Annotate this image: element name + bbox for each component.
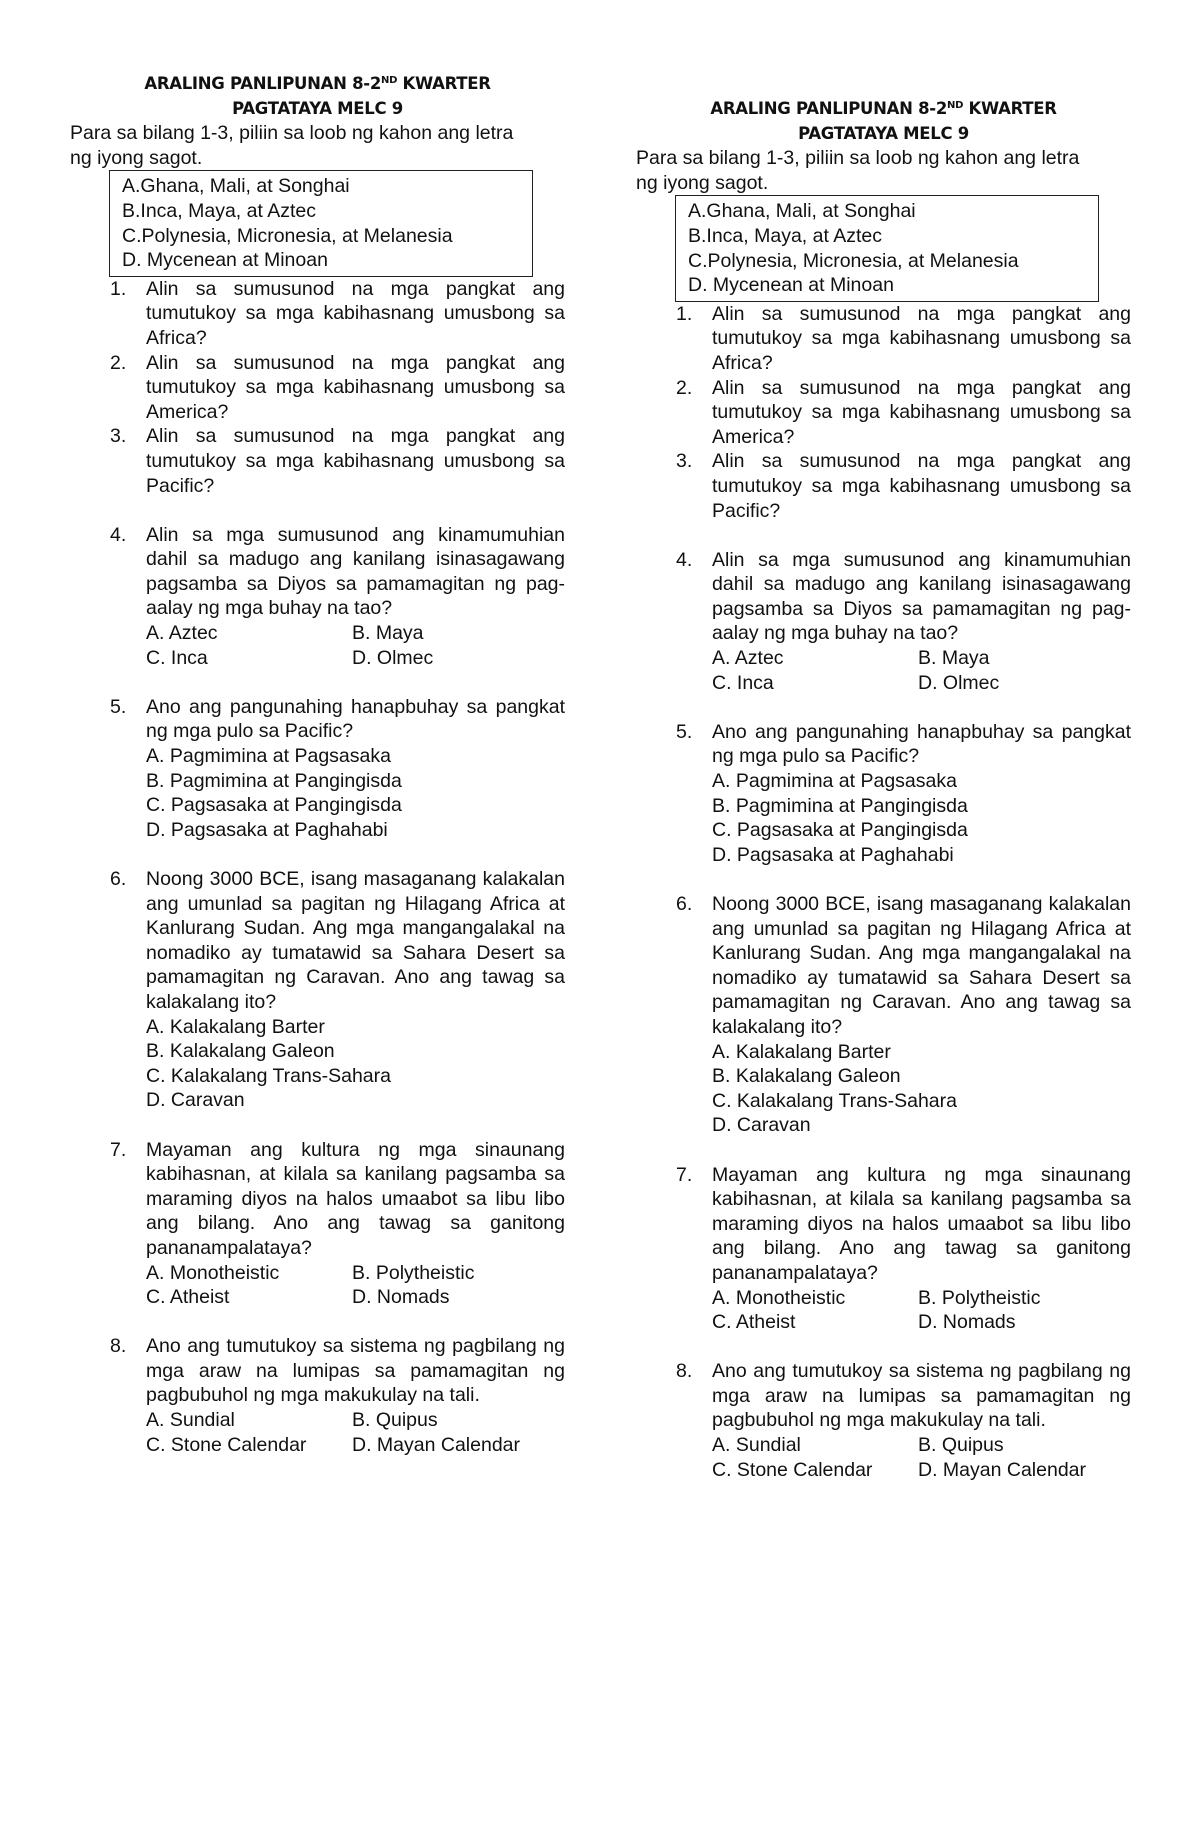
option-c: C. Inca <box>712 671 774 694</box>
choice-b: B.Inca, Maya, at Aztec <box>122 199 317 222</box>
option-d: D. Nomads <box>918 1311 1016 1334</box>
option-a: A. Monotheistic <box>146 1261 280 1284</box>
option-c: C. Kalakalang Trans-Sahara <box>146 1064 391 1087</box>
option-d: D. Mayan Calendar <box>352 1433 520 1456</box>
option-b: B. Quipus <box>918 1434 1004 1457</box>
worksheet-copy-left <box>70 72 565 1457</box>
question-5 <box>70 695 565 843</box>
instruction-text: Para sa bilang 1-3, piliin sa loob ng kahon ang letra ng iyong sagot. <box>636 147 1080 194</box>
question-number: 6. <box>110 868 127 890</box>
worksheet-subtitle: PAGTATAYA MELC 9 <box>798 123 969 143</box>
option-a: A. Pagmimina at Pagsasaka <box>146 745 391 768</box>
question-text: Mayaman ang kultura ng mga sinaunang kabihasnan, at kilala sa kanilang pagsamba sa maraming diyos na halos umaabot sa libu libo ang bilang. Ano ang tawag sa ganitong pananampalataya? <box>146 1138 565 1259</box>
question-3 <box>70 424 565 498</box>
question-2 <box>636 376 1131 450</box>
question-number: 4. <box>110 523 127 546</box>
option-b: B. Polytheistic <box>918 1286 1041 1309</box>
option-grid <box>712 646 1131 695</box>
question-list <box>70 277 565 1458</box>
option-grid <box>712 1433 1131 1482</box>
question-number: 3. <box>676 450 693 473</box>
question-2 <box>70 351 565 425</box>
option-b: B. Maya <box>918 647 990 670</box>
question-8 <box>636 1359 1131 1482</box>
option-b: B. Pagmimina at Pangingisda <box>712 794 968 817</box>
question-text: Alin sa sumusunod na mga pangkat ang tumutukoy sa mga kabihasnang umusbong sa America? <box>712 376 1131 448</box>
option-b: B. Maya <box>352 622 424 645</box>
question-6 <box>70 867 565 1113</box>
option-d: D. Pagsasaka at Paghahabi <box>146 818 388 841</box>
question-5 <box>636 720 1131 868</box>
question-number: 1. <box>110 277 127 300</box>
question-text: Alin sa sumusunod na mga pangkat ang tumutukoy sa mga kabihasnang umusbong sa Pacific? <box>146 425 565 497</box>
worksheet-title: ARALING PANLIPUNAN 8-2ND KWARTER <box>144 74 491 93</box>
option-grid <box>146 1261 565 1310</box>
option-a: A. Pagmimina at Pagsasaka <box>712 770 957 793</box>
question-number: 8. <box>110 1335 127 1358</box>
question-text: Noong 3000 BCE, isang masaganang kalakalan ang umunlad sa pagitan ng Hilagang Africa at Kanlurang Sudan. Ang mga mangangalakal na nomadiko ay tumatawid sa Sahara Desert sa pamamagitan ng Caravan. Ano ang tawag sa kalakalang ito? <box>712 893 1131 1038</box>
worksheet-title: ARALING PANLIPUNAN 8-2ND KWARTER <box>710 99 1057 118</box>
question-number: 6. <box>676 893 693 915</box>
question-list <box>636 302 1131 1483</box>
question-8 <box>70 1334 565 1457</box>
question-text: Ano ang tumutukoy sa sistema ng pagbilang ng mga araw na lumipas sa pamamagitan ng pagbubuhol ng mga makukulay na tali. <box>146 1335 565 1407</box>
option-d: D. Pagsasaka at Paghahabi <box>712 843 954 866</box>
question-number: 7. <box>676 1163 693 1186</box>
option-a: A. Aztec <box>146 622 218 645</box>
instruction-text: Para sa bilang 1-3, piliin sa loob ng kahon ang letra ng iyong sagot. <box>70 122 514 169</box>
option-d: D. Olmec <box>352 646 434 669</box>
question-text: Alin sa sumusunod na mga pangkat ang tumutukoy sa mga kabihasnang umusbong sa Africa? <box>712 302 1131 374</box>
question-text: Ano ang pangunahing hanapbuhay sa pangkat ng mga pulo sa Pacific? <box>146 695 565 743</box>
question-4 <box>70 523 565 671</box>
option-d: D. Nomads <box>352 1286 450 1309</box>
question-number: 3. <box>110 425 127 448</box>
option-d: D. Mayan Calendar <box>918 1458 1086 1481</box>
option-c: C. Stone Calendar <box>712 1458 873 1481</box>
option-grid <box>146 621 565 670</box>
option-a: A. Sundial <box>146 1409 235 1432</box>
question-text: Alin sa mga sumusunod ang kinamumuhian dahil sa madugo ang kanilang isinasagawang pagsamba sa Diyos sa pamamagitan ng pag-aalay ng mga buhay na tao? <box>712 548 1131 645</box>
question-6 <box>636 892 1131 1138</box>
option-grid <box>146 1408 565 1457</box>
question-1 <box>636 302 1131 376</box>
question-text: Alin sa sumusunod na mga pangkat ang tumutukoy sa mga kabihasnang umusbong sa Africa? <box>146 277 565 349</box>
option-b: B. Quipus <box>352 1409 438 1432</box>
option-b: B. Kalakalang Galeon <box>712 1065 901 1088</box>
option-d: D. Olmec <box>918 671 1000 694</box>
question-1 <box>70 277 565 351</box>
question-number: 8. <box>676 1360 693 1383</box>
option-a: A. Sundial <box>712 1434 801 1457</box>
answer-choices-box <box>109 170 533 276</box>
option-d: D. Caravan <box>712 1114 811 1137</box>
choice-a: A.Ghana, Mali, at Songhai <box>688 200 916 223</box>
question-number: 2. <box>110 351 127 374</box>
question-number: 5. <box>676 720 693 743</box>
question-7 <box>636 1163 1131 1335</box>
option-c: C. Atheist <box>712 1311 796 1334</box>
option-a: A. Aztec <box>712 647 784 670</box>
option-b: B. Polytheistic <box>352 1261 475 1284</box>
question-number: 1. <box>676 302 693 325</box>
question-number: 5. <box>110 695 127 718</box>
worksheet-subtitle: PAGTATAYA MELC 9 <box>232 98 403 118</box>
choice-c: C.Polynesia, Micronesia, at Melanesia <box>122 224 453 247</box>
option-c: C. Stone Calendar <box>146 1433 307 1456</box>
question-number: 4. <box>676 548 693 571</box>
question-text: Alin sa sumusunod na mga pangkat ang tumutukoy sa mga kabihasnang umusbong sa Pacific? <box>712 450 1131 522</box>
answer-choices-box <box>675 195 1099 301</box>
option-a: A. Monotheistic <box>712 1286 846 1309</box>
choice-d: D. Mycenean at Minoan <box>122 249 328 272</box>
option-c: C. Pagsasaka at Pangingisda <box>146 794 402 817</box>
option-c: C. Inca <box>146 646 208 669</box>
choice-b: B.Inca, Maya, at Aztec <box>688 224 883 247</box>
option-b: B. Kalakalang Galeon <box>146 1040 335 1063</box>
question-text: Ano ang tumutukoy sa sistema ng pagbilang ng mga araw na lumipas sa pamamagitan ng pagbubuhol ng mga makukulay na tali. <box>712 1360 1131 1432</box>
option-b: B. Pagmimina at Pangingisda <box>146 769 402 792</box>
option-a: A. Kalakalang Barter <box>146 1015 325 1038</box>
question-3 <box>636 449 1131 523</box>
question-text: Noong 3000 BCE, isang masaganang kalakalan ang umunlad sa pagitan ng Hilagang Africa at Kanlurang Sudan. Ang mga mangangalakal na nomadiko ay tumatawid sa Sahara Desert sa pamamagitan ng Caravan. Ano ang tawag sa kalakalang ito? <box>146 868 565 1013</box>
choice-d: D. Mycenean at Minoan <box>688 274 894 297</box>
question-number: 2. <box>676 376 693 399</box>
question-number: 7. <box>110 1138 127 1161</box>
option-a: A. Kalakalang Barter <box>712 1040 891 1063</box>
option-c: C. Pagsasaka at Pangingisda <box>712 819 968 842</box>
option-c: C. Atheist <box>146 1286 230 1309</box>
question-7 <box>70 1138 565 1310</box>
option-d: D. Caravan <box>146 1089 245 1112</box>
worksheet-copy-right <box>636 97 1131 1482</box>
option-grid <box>712 1286 1131 1335</box>
question-text: Alin sa sumusunod na mga pangkat ang tumutukoy sa mga kabihasnang umusbong sa America? <box>146 351 565 423</box>
choice-a: A.Ghana, Mali, at Songhai <box>122 175 350 198</box>
question-text: Ano ang pangunahing hanapbuhay sa pangkat ng mga pulo sa Pacific? <box>712 720 1131 768</box>
question-4 <box>636 548 1131 696</box>
question-text: Mayaman ang kultura ng mga sinaunang kabihasnan, at kilala sa kanilang pagsamba sa maraming diyos na halos umaabot sa libu libo ang bilang. Ano ang tawag sa ganitong pananampalataya? <box>712 1163 1131 1284</box>
question-text: Alin sa mga sumusunod ang kinamumuhian dahil sa madugo ang kanilang isinasagawang pagsamba sa Diyos sa pamamagitan ng pag-aalay ng mga buhay na tao? <box>146 523 565 620</box>
choice-c: C.Polynesia, Micronesia, at Melanesia <box>688 249 1019 272</box>
option-c: C. Kalakalang Trans-Sahara <box>712 1089 957 1112</box>
